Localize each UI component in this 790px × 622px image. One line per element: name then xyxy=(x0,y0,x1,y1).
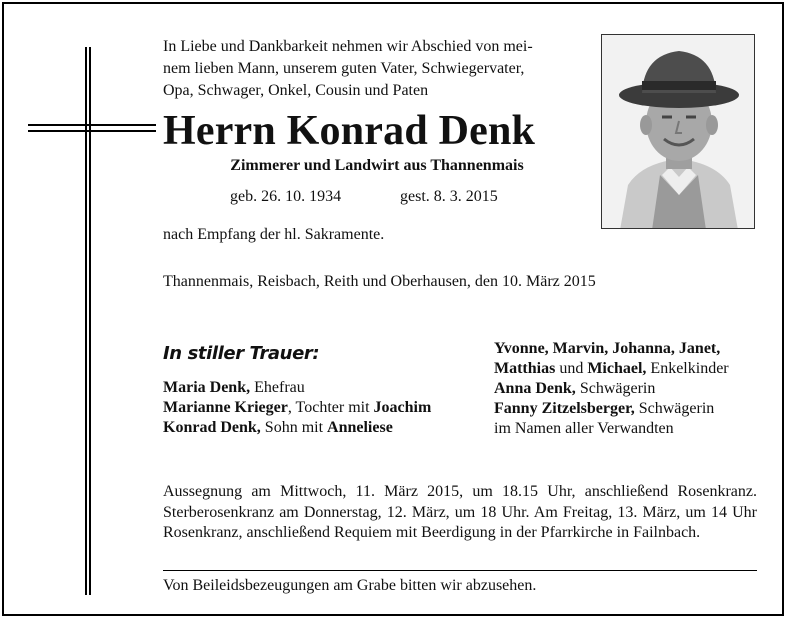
list-item xyxy=(494,419,764,439)
conjunction: und xyxy=(555,360,588,377)
portrait-photo xyxy=(601,34,755,229)
mourner-partner: Joachim xyxy=(373,399,432,416)
death-date: gest. 8. 3. 2015 xyxy=(400,188,498,205)
mourner-name: Konrad Denk, xyxy=(163,419,261,436)
mourner-relation: , Tochter mit xyxy=(287,399,374,416)
intro-line-3: Opa, Schwager, Onkel, Cousin und Paten xyxy=(163,82,429,99)
grandchild-name: Michael, xyxy=(587,360,647,377)
divider xyxy=(163,570,757,571)
mourner-relation: Schwägerin xyxy=(634,400,715,417)
list-item xyxy=(163,418,483,438)
place-and-date: Thannenmais, Reisbach, Reith und Oberhausen, den 10. März 2015 xyxy=(163,273,596,290)
relatives-note: im Namen aller Verwandten xyxy=(494,420,674,437)
mourner-name: Marianne Krieger xyxy=(163,399,288,416)
list-item xyxy=(494,399,764,419)
list-item xyxy=(163,398,483,418)
grandchildren-names: Yvonne, Marvin, Johanna, Janet, xyxy=(494,340,721,357)
birth-date: geb. 26. 10. 1934 xyxy=(230,188,342,205)
service-details: Aussegnung am Mittwoch, 11. März 2015, um 18.15 Uhr, anschließend Rosenkranz. Sterberosenkranz am Donnerstag, 12. März, um 18 Uhr. Am Freitag, 13. März, um 14 Uhr Rosenkranz, anschließend Requiem mit Beerdigung in der Pfarrkirche in Failnbach. xyxy=(163,483,757,541)
mourner-name: Fanny Zitzelsberger, xyxy=(494,400,635,417)
grandchild-name: Matthias xyxy=(494,360,556,377)
mourning-heading: In stiller Trauer: xyxy=(163,343,320,364)
mourner-relation: Enkelkinder xyxy=(646,360,729,377)
intro-text xyxy=(163,36,583,102)
mourner-name: Anna Denk, xyxy=(494,380,576,397)
mourners-right-list xyxy=(494,339,764,439)
deceased-profession: Zimmerer und Landwirt aus Thannenmais xyxy=(230,157,524,174)
mourner-relation: Ehefrau xyxy=(250,379,305,396)
cross-icon-horizontal xyxy=(28,124,156,132)
mourner-name: Maria Denk, xyxy=(163,379,251,396)
mourner-partner: Anneliese xyxy=(327,419,393,436)
deceased-name: Herrn Konrad Denk xyxy=(163,108,536,154)
list-item xyxy=(494,339,764,359)
mourners-left-list xyxy=(163,378,483,438)
intro-line-1: In Liebe und Dankbarkeit nehmen wir Abschied von mei- xyxy=(163,38,533,55)
condolence-note: Von Beileidsbezeugungen am Grabe bitten wir abzusehen. xyxy=(163,577,537,594)
list-item xyxy=(494,359,764,379)
intro-line-2: nem lieben Mann, unserem guten Vater, Schwiegervater, xyxy=(163,60,525,77)
list-item xyxy=(494,379,764,399)
mourner-relation: Sohn mit xyxy=(260,419,328,436)
list-item xyxy=(163,378,483,398)
sacraments-note: nach Empfang der hl. Sakramente. xyxy=(163,226,385,243)
mourner-relation: Schwägerin xyxy=(575,380,656,397)
